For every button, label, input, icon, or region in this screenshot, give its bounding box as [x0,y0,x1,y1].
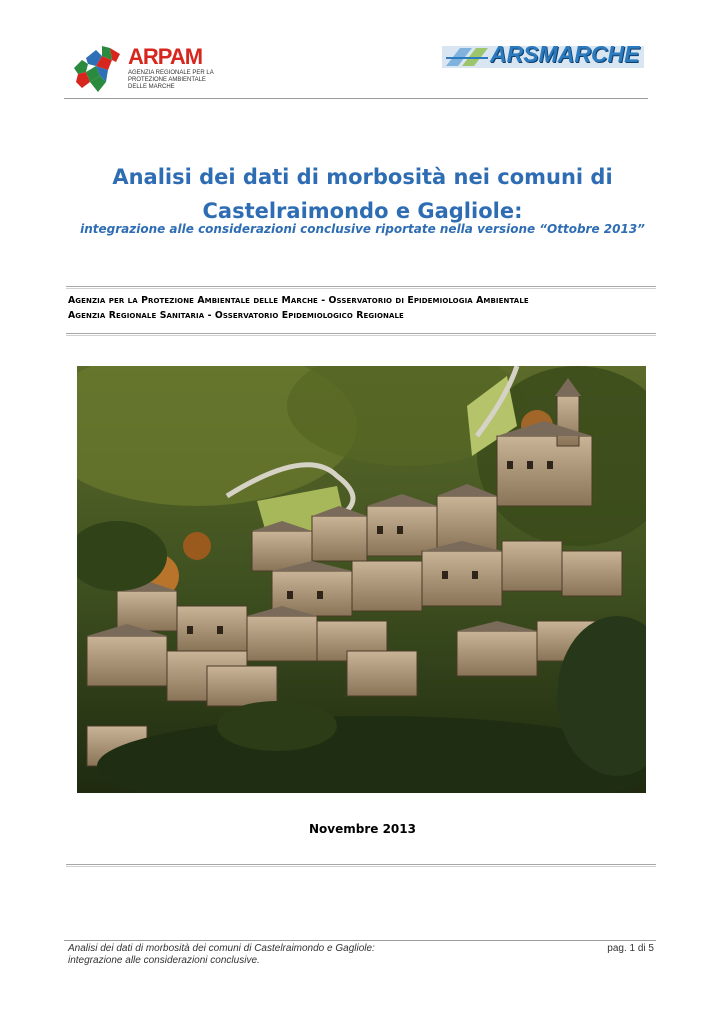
footer-rule [64,940,656,941]
arpam-tagline: AGENZIA REGIONALE PER LA PROTEZIONE AMBIENTALE DELLE MARCHE [128,70,214,90]
agencies-bottom-rule [66,333,656,336]
arpam-wordmark: ARPAM [128,44,203,69]
title-line-1: Analisi dei dati di morbosità nei comuni di [112,165,613,189]
footer-line-2: integrazione alle considerazioni conclusive. [68,955,260,966]
agency-line-1: Agenzia per la Protezione Ambientale delle Marche - Osservatorio di Epidemiologia Ambientale [68,295,529,306]
date-rule [66,864,656,867]
ars-marche-wordmark: ARSMARCHE [490,41,640,67]
agency-line-2: Agenzia Regionale Sanitaria - Osservatorio Epidemiologico Regionale [68,310,404,321]
footer-text [68,943,498,967]
title-line-2: Castelraimondo e Gagliole: [202,199,523,223]
document-date: Novembre 2013 [309,822,416,836]
document-title [60,160,665,228]
page-number: pag. 1 di 5 [607,943,654,954]
footer-line-1: Analisi dei dati di morbosità dei comuni di Castelraimondo e Gagliole: [68,943,375,954]
document-subtitle: integrazione alle considerazioni conclusive riportate nella versione “Ottobre 2013” [80,222,645,236]
agencies-top-rule [66,286,656,289]
header-rule [64,98,648,99]
village-photo [77,366,646,793]
